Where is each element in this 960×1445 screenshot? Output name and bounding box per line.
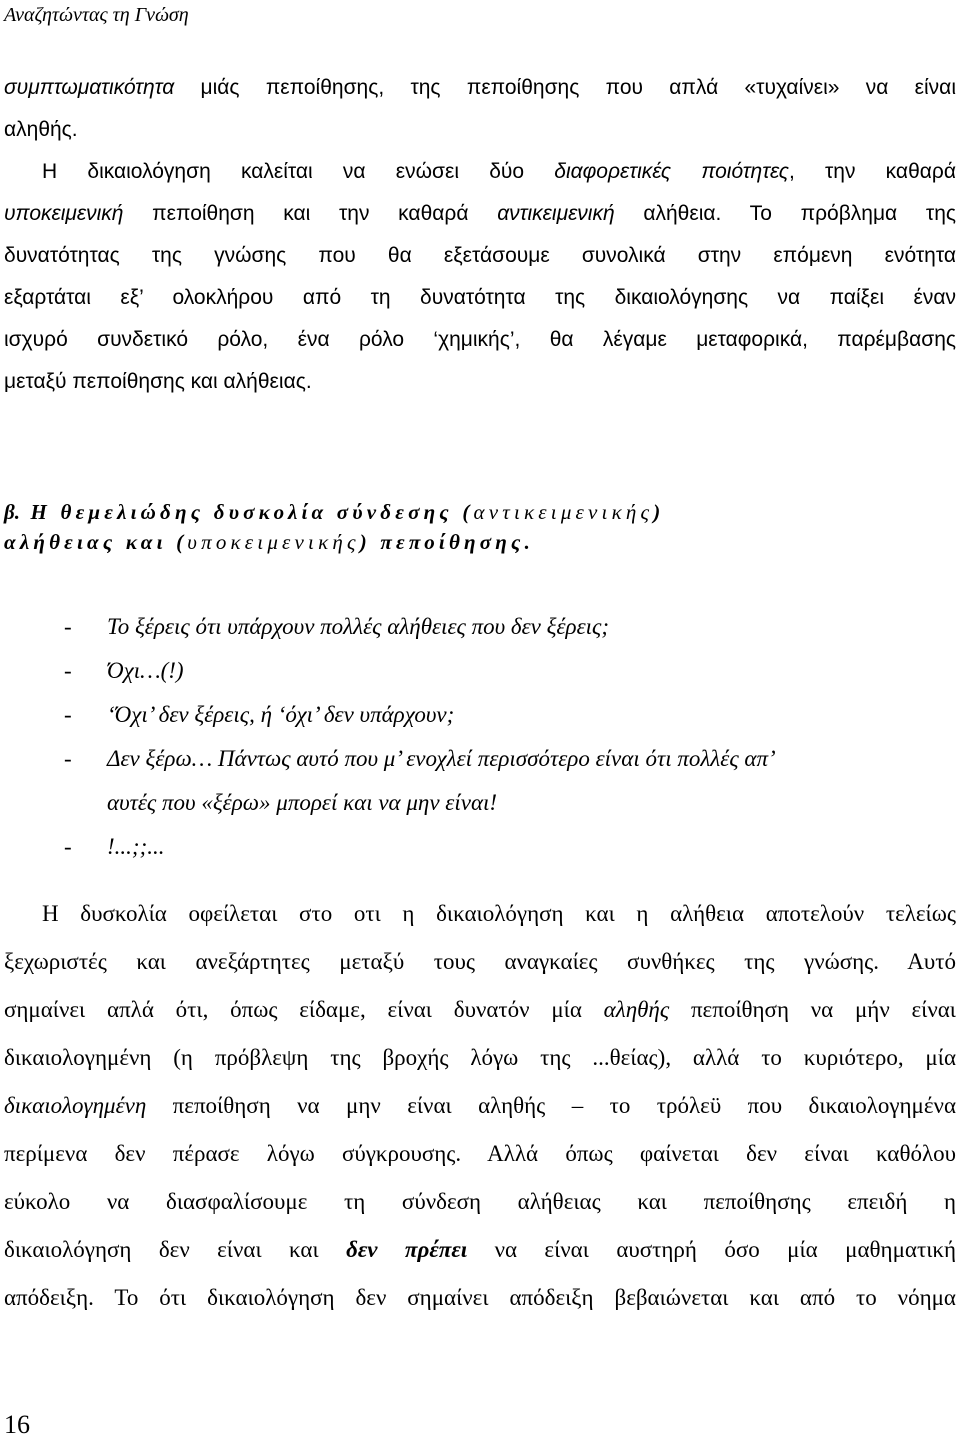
text-line: Η δυσκολία οφείλεται στο οτι η δικαιολόγηση και η αλήθεια αποτελούν τελείως bbox=[42, 901, 956, 926]
text-span: δικαιολόγηση δεν είναι και bbox=[4, 1237, 347, 1262]
dialogue-line bbox=[64, 825, 956, 869]
text-line bbox=[4, 67, 956, 109]
dialogue-text: !...;;... bbox=[107, 834, 165, 859]
text-line bbox=[4, 193, 956, 235]
dialogue-line bbox=[64, 605, 956, 649]
emphasis-text: συμπτωματικότητα bbox=[4, 76, 175, 99]
heading-text: Η θεμελιώδης δυσκολία σύνδεσης ( bbox=[30, 500, 474, 524]
section-marker: β. bbox=[4, 500, 21, 524]
text-line: περίμενα δεν πέρασε λόγω σύγκρουσης. Αλλά όπως φαίνεται δεν είναι καθόλου bbox=[4, 1141, 956, 1166]
emphasis-text: δεν πρέπει bbox=[346, 1237, 468, 1262]
paragraph-1 bbox=[4, 67, 956, 403]
emphasis-text: υποκειμενική bbox=[4, 202, 124, 225]
text-line: απόδειξη. Το ότι δικαιολόγηση δεν σημαίνει απόδειξη βεβαιώνεται και από το νόημα bbox=[4, 1285, 956, 1310]
heading-line bbox=[4, 527, 956, 557]
running-header: Αναζητώντας τη Γνώση bbox=[4, 4, 189, 26]
heading-text: αντικειμενικής bbox=[473, 500, 654, 524]
text-line: αληθής. bbox=[4, 118, 78, 141]
dialogue-text: Δεν ξέρω… Πάντως αυτό που μ’ ενοχλεί περισσότερο είναι ότι πολλές απ’ bbox=[107, 746, 776, 771]
heading-line bbox=[4, 497, 956, 527]
emphasis-text: αληθής bbox=[603, 997, 670, 1022]
emphasis-text: διαφορετικές ποιότητες bbox=[554, 160, 789, 183]
heading-text: ) πεποίθησης. bbox=[359, 530, 535, 554]
text-span: να είναι αυστηρή όσο μία μαθηματική bbox=[467, 1237, 957, 1262]
text-span: πεποίθηση να μην είναι αληθής – το τρόλεϋ που δικαιολογημένα bbox=[146, 1093, 956, 1118]
text-line bbox=[4, 1226, 956, 1274]
dash-marker: - bbox=[64, 746, 72, 771]
text-line bbox=[4, 1082, 956, 1130]
dialogue-line bbox=[64, 649, 956, 693]
dash-marker: - bbox=[64, 614, 72, 639]
dash-marker: - bbox=[64, 702, 72, 727]
heading-text: αλήθειας και ( bbox=[4, 530, 188, 554]
dialogue-text: Το ξέρεις ότι υπάρχουν πολλές αλήθειες που δεν ξέρεις; bbox=[107, 614, 610, 639]
dash-marker: - bbox=[64, 658, 72, 683]
paragraph-2 bbox=[4, 890, 956, 1322]
text-line: εύκολο να διασφαλίσουμε τη σύνδεση αλήθειας και πεποίθησης επειδή η bbox=[4, 1189, 956, 1214]
text-span: μιάς πεποίθησης, της πεποίθησης που απλά «τυχαίνει» να είναι bbox=[174, 76, 956, 99]
section-heading bbox=[4, 497, 956, 557]
text-span: αλήθεια. Το πρόβλημα της bbox=[614, 202, 956, 225]
text-line bbox=[4, 986, 956, 1034]
heading-text: υποκειμενικής bbox=[187, 530, 360, 554]
dialogue-text: ‘Όχι’ δεν ξέρεις, ή ‘όχι’ δεν υπάρχουν; bbox=[107, 702, 455, 727]
dialogue-line bbox=[64, 781, 956, 825]
text-line: εξαρτάται εξ’ ολοκλήρου από τη δυνατότητα της δικαιολόγησης να παίξει έναν bbox=[4, 286, 956, 309]
page-number: 16 bbox=[4, 1410, 30, 1439]
text-line: μεταξύ πεποίθησης και αλήθειας. bbox=[4, 370, 312, 393]
dialogue-line bbox=[64, 693, 956, 737]
text-span: σημαίνει απλά ότι, όπως είδαμε, είναι δυνατόν μία bbox=[4, 997, 604, 1022]
text-span: πεποίθηση και την καθαρά bbox=[123, 202, 498, 225]
dialogue-list bbox=[64, 605, 956, 869]
text-line: δικαιολογημένη (η πρόβλεψη της βροχής λόγω της ...θείας), αλλά το κυριότερο, μία bbox=[4, 1045, 956, 1070]
dialogue-line bbox=[64, 737, 956, 781]
text-line: δυνατότητας της γνώσης που θα εξετάσουμε συνολικά στην επόμενη ενότητα bbox=[4, 244, 956, 267]
emphasis-text: αντικειμενική bbox=[497, 202, 615, 225]
emphasis-text: δικαιολογημένη bbox=[4, 1093, 147, 1118]
text-span: , την καθαρά bbox=[788, 160, 956, 183]
dialogue-text: αυτές που «ξέρω» μπορεί και να μην είναι! bbox=[107, 790, 498, 815]
dialogue-text: Όχι…(!) bbox=[107, 658, 184, 683]
dash-marker: - bbox=[64, 834, 72, 859]
text-line bbox=[4, 151, 956, 193]
text-line: ξεχωριστές και ανεξάρτητες μεταξύ τους αναγκαίες συνθήκες της γνώσης. Αυτό bbox=[4, 949, 956, 974]
heading-text: ) bbox=[653, 500, 665, 524]
text-span: πεποίθηση να μήν είναι bbox=[669, 997, 956, 1022]
text-line: ισχυρό συνδετικό ρόλο, ένα ρόλο ‘χημικής’, θα λέγαμε μεταφορικά, παρέμβασης bbox=[4, 328, 956, 351]
text-span: Η δικαιολόγηση καλείται να ενώσει δύο bbox=[42, 160, 555, 183]
